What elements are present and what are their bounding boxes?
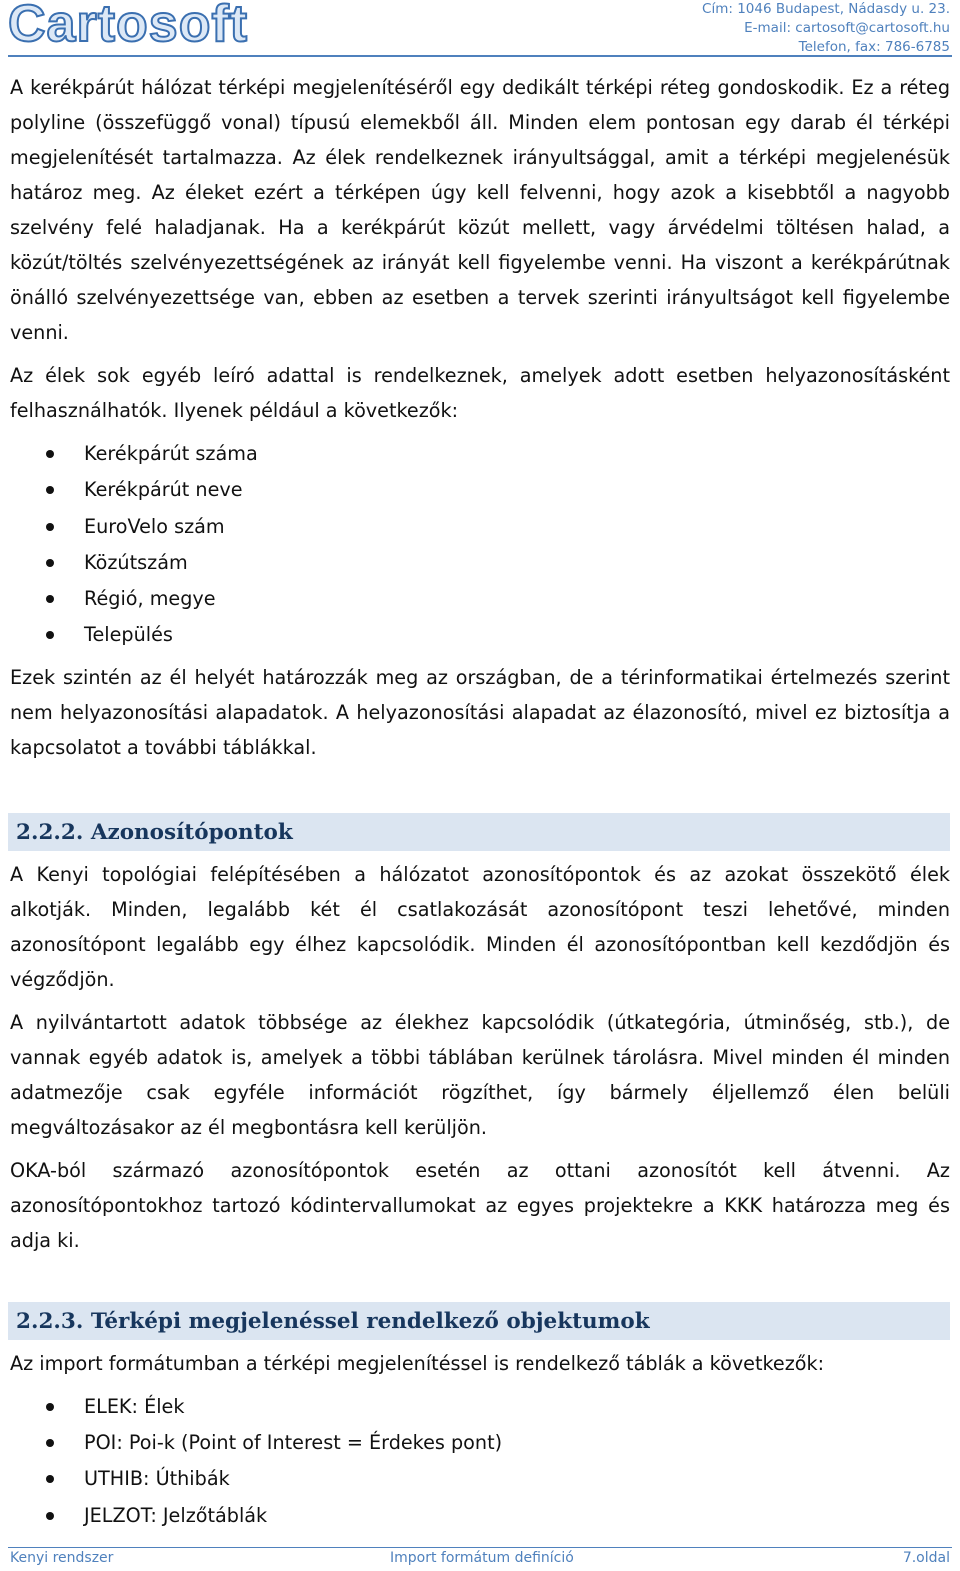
footer-page-number: 7.oldal xyxy=(902,1550,950,1566)
paragraph-edge-attributes: Az élek sok egyéb leíró adattal is rendelkeznek, amelyek adott esetben helyazonosításként felhasználhatók. Ilyenek például a következők: xyxy=(10,364,950,422)
list-item: UTHIB: Úthibák xyxy=(10,1461,950,1497)
paragraph-location-data: Ezek szintén az él helyét határozzák meg az országban, de a térinformatikai értelmezés szerint nem helyazonosítási alapadatok. A helyazonosítási alapadat az élazonosító, mivel ez biztosítja a kapcsolatot a további táblákkal. xyxy=(10,665,950,759)
paragraph-oka-points: OKA-ból származó azonosítópontok esetén az ottani azonosítót kell átvenni. Az azonosítópontokhoz tartozó kódintervallumokat az egyes projektekre a KKK határozza meg és adja ki. xyxy=(10,1158,950,1252)
contact-phone: Telefon, fax: 786-6785 xyxy=(798,39,950,55)
footer-divider xyxy=(8,1547,952,1548)
page-header xyxy=(0,0,960,56)
contact-block xyxy=(702,0,950,57)
header-divider xyxy=(8,55,952,57)
list-item: JELZOT: Jelzőtáblák xyxy=(10,1498,950,1534)
list-item: POI: Poi-k (Point of Interest = Érdekes pont) xyxy=(10,1425,950,1461)
cartosoft-logo: Cartosoft xyxy=(8,0,249,53)
footer-document-title: Import formátum definíció xyxy=(390,1550,574,1566)
contact-address: Cím: 1046 Budapest, Nádasdy u. 23. xyxy=(702,1,950,17)
page-footer xyxy=(0,1536,960,1571)
list-item: ELEK: Élek xyxy=(10,1389,950,1425)
section-heading-map-objects: 2.2.3. Térképi megjelenéssel rendelkező objektumok xyxy=(8,1302,950,1340)
list-item: Kerékpárút száma xyxy=(10,436,950,472)
paragraph-topology: A Kenyi topológiai felépítésében a hálózatot azonosítópontok és az azokat összekötő élek alkotják. Minden, legalább két él csatlakozását azonosítópont teszi lehetővé, minden azonosítópont legalább egy élhez kapcsolódik. Minden él azonosítópontban kell kezdődjön és végződjön. xyxy=(10,862,950,991)
list-item: Kerékpárút neve xyxy=(10,472,950,508)
edge-attribute-list xyxy=(10,436,950,654)
section-heading-azonositopontok: 2.2.2. Azonosítópontok xyxy=(8,813,950,851)
document-body xyxy=(10,70,950,1540)
list-item: Település xyxy=(10,617,950,653)
list-item: Közútszám xyxy=(10,545,950,581)
list-item: EuroVelo szám xyxy=(10,509,950,545)
list-item: Régió, megye xyxy=(10,581,950,617)
paragraph-recorded-data: A nyilvántartott adatok többsége az élekhez kapcsolódik (útkategória, útminőség, stb.), de vannak egyéb adatok is, amelyek a többi táblában kerülnek tárolásra. Mivel minden él minden adatmezője csak egyféle információt rögzíthet, így bármely éljellemző élen belüli megváltozásakor az él megbontásra kell kerüljön. xyxy=(10,1010,950,1139)
paragraph-import-tables: Az import formátumban a térképi megjelenítéssel is rendelkező táblák a következők: xyxy=(10,1351,825,1375)
footer-system-name: Kenyi rendszer xyxy=(10,1550,114,1566)
map-table-list xyxy=(10,1389,950,1534)
contact-email: E-mail: cartosoft@cartosoft.hu xyxy=(744,20,950,36)
paragraph-network-layer: A kerékpárút hálózat térképi megjelenítéséről egy dedikált térképi réteg gondoskodik. Ez a réteg polyline (összefüggő vonal) típusú elemekből áll. Minden elem pontosan egy darab él térképi megjelenítését tartalmazza. Az élek rendelkeznek irányultsággal, amit a térképi megjelenésük határoz meg. Az éleket ezért a térképen úgy kell felvenni, hogy azok a kisebbtől a nagyobb szelvény felé haladjanak. Ha a kerékpárút közút mellett, vagy árvédelmi töltésen halad, a közút/töltés szelvényezettségének az irányát kell figyelembe venni. Ha viszont a kerékpárútnak önálló szelvényezettsége van, ebben az esetben a tervek szerinti irányultságot kell figyelembe venni. xyxy=(10,76,950,344)
